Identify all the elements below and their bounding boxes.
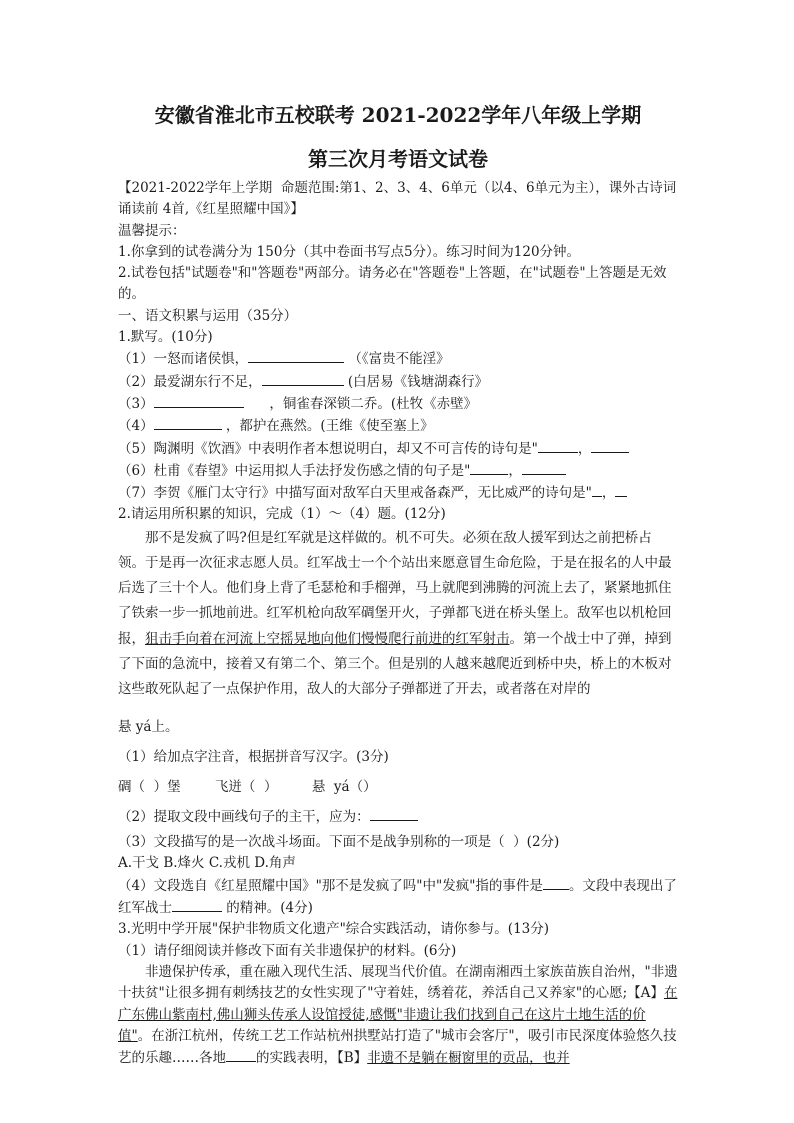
answer-blank bbox=[522, 460, 566, 475]
answer-blank bbox=[470, 460, 508, 475]
underlined-sentence-a: 在广东佛山紫南村,佛山狮头传承人设馆授徒,感慨"非遗让我们找到自己在这片土地生活的价值" bbox=[118, 985, 678, 1044]
underlined-sentence-b: 非遗不是躺在橱窗里的贡品，也并 bbox=[367, 1050, 570, 1067]
q1-item-6: （6）杜甫《春望》中运用拟人手法抒发伤感之情的句子是" ， bbox=[118, 460, 678, 482]
tips-label: 温馨提示： bbox=[118, 222, 186, 239]
exam-title-line2: 第三次月考语文试卷 bbox=[308, 147, 488, 171]
answer-blank bbox=[262, 371, 344, 386]
answer-blank bbox=[154, 415, 222, 430]
question-2-2: （2）提取文段中画线句子的主干，应为： bbox=[118, 802, 678, 832]
question-2-3-options: A.干戈 B.烽火 C.戎机 D.角声 bbox=[118, 855, 296, 872]
answer-blank bbox=[226, 1047, 256, 1062]
question-2-1: （1）给加点字注音，根据拼音写汉字。(3分) bbox=[118, 749, 389, 766]
passage-end: 悬 yá上。 bbox=[118, 719, 179, 736]
q1-item-3: （3） ，铜雀春深锁二乔。(杜牧《赤壁》 bbox=[118, 393, 678, 415]
question-3: 3.光明中学开展"保护非物质文化遗产"综合实践活动，请你参与。(13分) bbox=[118, 921, 550, 938]
answer-blank bbox=[538, 438, 578, 453]
q1-item-7: （7）李贺《雁门太守行》中描写面对敌军白天里戒备森严，无比威严的诗句是" ， bbox=[118, 482, 678, 504]
exam-title-line1: 安徽省淮北市五校联考 2021-2022学年八年级上学期 bbox=[154, 103, 642, 127]
answer-blank bbox=[592, 482, 602, 497]
answer-blank bbox=[172, 897, 222, 912]
answer-blank bbox=[543, 875, 569, 890]
q1-item-2: （2）最爱湖东行不足， (白居易《钱塘湖森行》 bbox=[118, 371, 678, 393]
question-3-1: （1）请仔细阅读并修改下面有关非遗保护的材料。(6分) bbox=[118, 942, 457, 959]
answer-blank bbox=[370, 806, 418, 821]
reading-passage: 那不是发疯了吗?但是红军就是这样做的。机不可失。必须在敌人援军到达之前把桥占领。于是再一次征求志愿人员。红军战士一个个站出来愿意冒生命危险，于是在报名的人中最后选了三十个人。他们身上背了毛瑟枪和手榴弹，马上就爬到沸腾的河流上去了，紧紧地抓住了铁索一步一抓地前进。红军机枪向敌军碉堡开火，子弹都飞迸在桥头堡上。敌军也以机枪回报，狙击手向着在河流上空摇晃地向他们慢慢爬行前进的红军射击。第一个战士中了弹，掉到了下面的急流中，接着又有第二个、第三个。但是别的人越来越爬近到桥中央，桥上的木板对这些敢死队起了一点保护作用，敌人的大部分子弹都迸了开去，或者落在对岸的 bbox=[118, 529, 672, 697]
question-1: 1.默写。(10分) bbox=[118, 329, 213, 346]
section-1-heading: 一、语文积累与运用（35分） bbox=[118, 307, 298, 324]
q1-item-4: （4） ，都护在燕然。(王维《使至塞上》 bbox=[118, 415, 678, 437]
marker-a: 【A】 bbox=[627, 985, 664, 1002]
tip-2: 2.试卷包括"试题卷"和"答题卷"两部分。请务必在"答题卷"上答题，在"试题卷"上答题是无效的。 bbox=[118, 265, 667, 303]
underlined-sentence: 狙击手向着在河流上空摇晃地向他们慢慢爬行前进的红军射击 bbox=[145, 630, 510, 647]
q1-item-5: （5）陶渊明《饮酒》中表明作者本想说明白，却又不可言传的诗句是" ， bbox=[118, 438, 678, 460]
answer-blank bbox=[154, 393, 244, 408]
header-note: 【2021-2022学年上学期 命题范围:第1、2、3、4、6单元（以4、6单元为主），课外古诗词诵读前 4首,《红星照耀中国》】 bbox=[118, 180, 677, 218]
material-paragraph: 非遗保护传承，重在融入现代生活、展现当代价值。在湖南湘西土家族苗族自治州，"非遗十扶贫"让很多拥有刺绣技艺的女性实现了"守着娃，绣着花，养活自己又养家"的心愿;【A】在广东佛山紫南村,佛山狮头传承人设馆授徒,感慨"非遗让我们找到自己在这片土地生活的价值"。在浙江杭州，传统工艺工作站杭州拱墅站打造了"城市会客厅"，吸引市民深度体验悠久技艺的乐趣……各地 的实践表明，【B】非遗不是躺在橱窗里的贡品，也并 bbox=[118, 963, 678, 1067]
question-2-1-items: 碉（ ）堡 飞迸（ ） 悬 yá（） bbox=[118, 779, 377, 796]
q1-item-1: （1）一怒而诸侯惧， （《富贵不能淫》 bbox=[118, 348, 678, 370]
marker-b: 【B】 bbox=[337, 1050, 368, 1067]
answer-blank bbox=[615, 482, 627, 497]
tip-1: 1.你拿到的试卷满分为 150分（其中卷面书写点5分）。练习时间为120分钟。 bbox=[118, 243, 581, 260]
question-2: 2.请运用所积累的知识，完成（1）～（4）题。(12分) bbox=[118, 506, 446, 523]
answer-blank bbox=[248, 348, 344, 363]
exam-page bbox=[118, 100, 678, 1069]
answer-blank bbox=[591, 438, 629, 453]
question-2-3: （3）文段描写的是一次战斗场面。下面不是战争别称的一项是（ ）(2分) bbox=[118, 834, 560, 851]
question-2-4: （4）文段选自《红星照耀中国》"那不是发疯了吗"中"发疯"指的事件是 。文段中表现出了红军战士 的精神。(4分) bbox=[118, 875, 678, 920]
